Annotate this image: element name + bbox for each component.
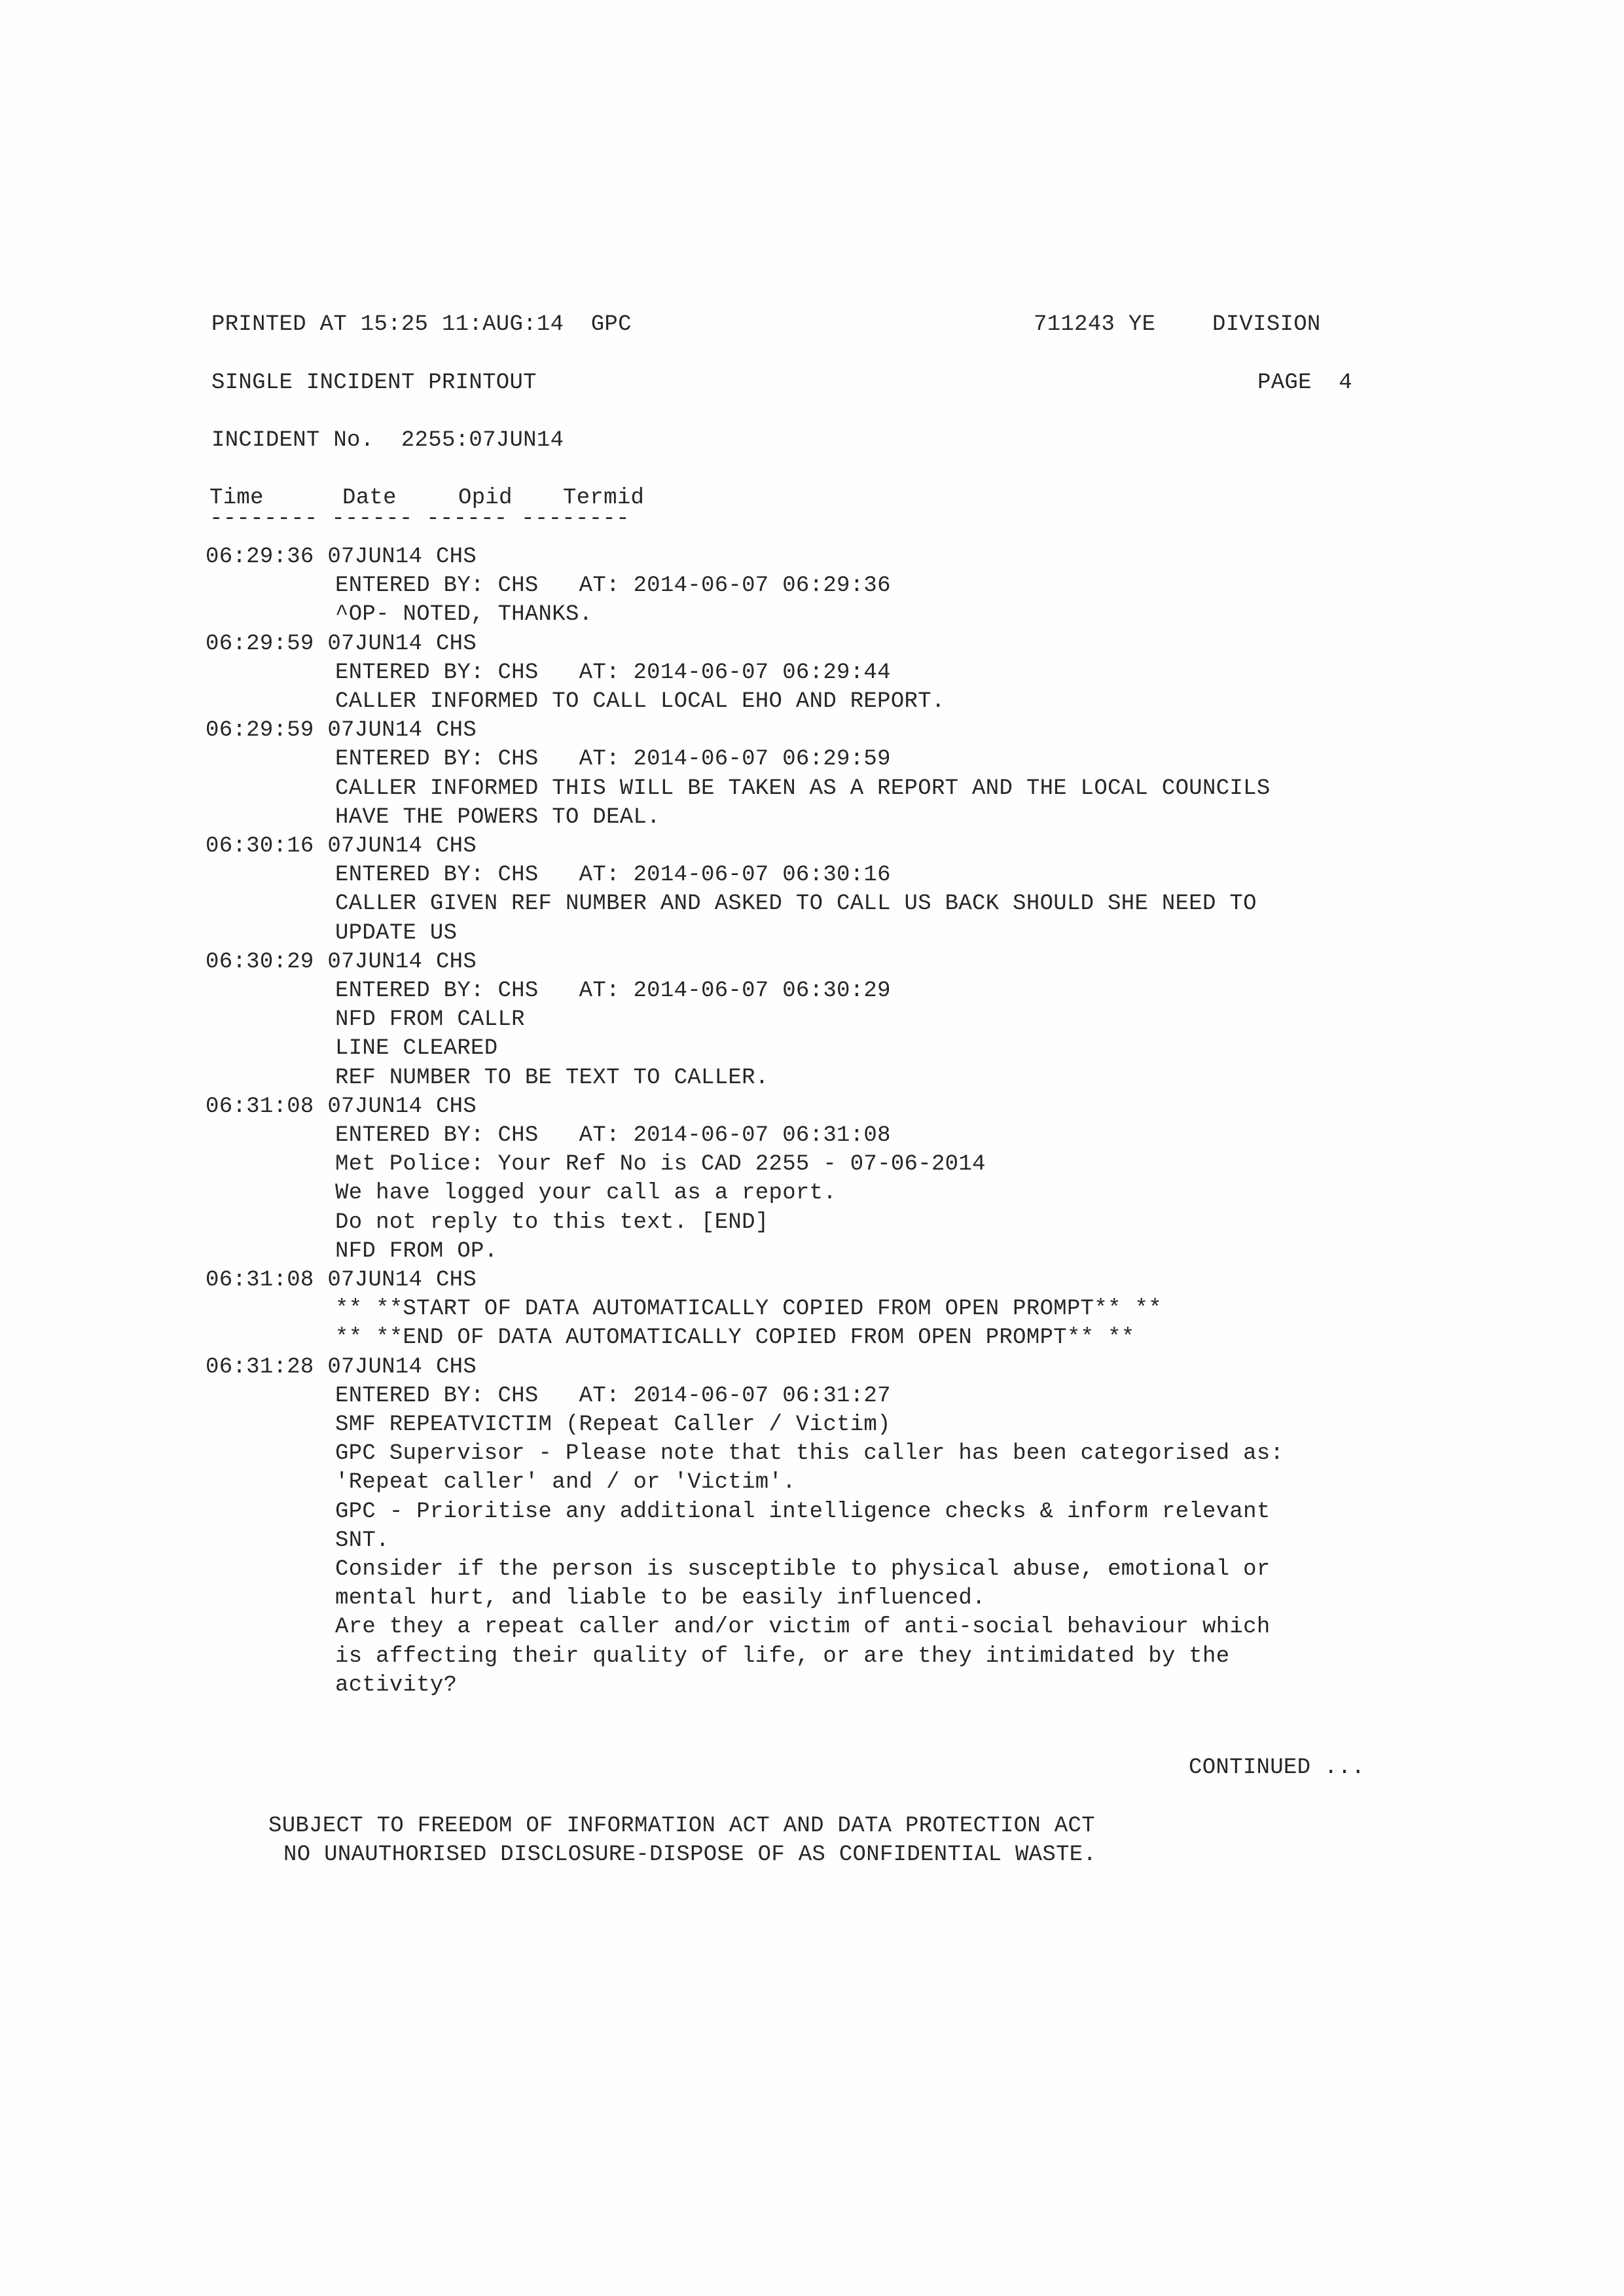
entry-timestamp: 06:29:59 07JUN14 CHS — [206, 632, 477, 656]
entry-text-line: Are they a repeat caller and/or victim of anti-social behaviour which — [335, 1615, 1271, 1640]
entry-text-line: 'Repeat caller' and / or 'Victim'. — [335, 1470, 796, 1495]
entry-text-line: LINE CLEARED — [335, 1036, 498, 1061]
entry-text-line: SNT. — [335, 1528, 389, 1553]
continued-marker: CONTINUED ... — [1189, 1755, 1365, 1780]
footer-notice-line-1: SUBJECT TO FREEDOM OF INFORMATION ACT AND DATA PROTECTION ACT — [268, 1814, 1095, 1839]
entry-text-line: REF NUMBER TO BE TEXT TO CALLER. — [335, 1066, 769, 1090]
entry-text-line: GPC Supervisor - Please note that this caller has been categorised as: — [335, 1441, 1284, 1466]
entry-text-line: CALLER INFORMED TO CALL LOCAL EHO AND REPORT. — [335, 689, 945, 714]
entry-text-line: Met Police: Your Ref No is CAD 2255 - 07-06-2014 — [335, 1152, 986, 1177]
column-header-underline: -------- ------ ------ -------- — [209, 507, 630, 531]
column-header-date: Date — [342, 486, 397, 511]
division-label: DIVISION — [1212, 312, 1321, 337]
entry-text-line: CALLER INFORMED THIS WILL BE TAKEN AS A REPORT AND THE LOCAL COUNCILS — [335, 776, 1271, 801]
entry-timestamp: 06:30:16 07JUN14 CHS — [206, 834, 477, 859]
entry-text-line: Do not reply to this text. [END] — [335, 1210, 769, 1235]
entry-text-line: ENTERED BY: CHS AT: 2014-06-07 06:30:29 — [335, 978, 891, 1003]
entry-text-line: Consider if the person is susceptible to physical abuse, emotional or — [335, 1557, 1271, 1582]
entry-text-line: ENTERED BY: CHS AT: 2014-06-07 06:29:44 — [335, 660, 891, 685]
entry-text-line: ** **START OF DATA AUTOMATICALLY COPIED FROM OPEN PROMPT** ** — [335, 1297, 1162, 1321]
column-header-termid: Termid — [563, 486, 645, 511]
page-number: PAGE 4 — [1257, 370, 1352, 395]
entry-timestamp: 06:31:08 07JUN14 CHS — [206, 1094, 477, 1119]
entry-timestamp: 06:30:29 07JUN14 CHS — [206, 950, 477, 975]
column-header-opid: Opid — [458, 486, 513, 511]
printed-at: PRINTED AT 15:25 11:AUG:14 GPC — [211, 312, 632, 337]
entry-text-line: CALLER GIVEN REF NUMBER AND ASKED TO CALL US BACK SHOULD SHE NEED TO — [335, 891, 1257, 916]
reference-code: 711243 YE — [1034, 312, 1156, 337]
entry-timestamp: 06:29:36 07JUN14 CHS — [206, 545, 477, 569]
entry-text-line: ^OP- NOTED, THANKS. — [335, 602, 593, 627]
entry-text-line: ENTERED BY: CHS AT: 2014-06-07 06:29:36 — [335, 573, 891, 598]
entry-timestamp: 06:31:28 07JUN14 CHS — [206, 1355, 477, 1380]
entry-timestamp: 06:31:08 07JUN14 CHS — [206, 1268, 477, 1293]
incident-number: INCIDENT No. 2255:07JUN14 — [211, 428, 564, 453]
entry-timestamp: 06:29:59 07JUN14 CHS — [206, 718, 477, 743]
entry-text-line: is affecting their quality of life, or are they intimidated by the — [335, 1644, 1230, 1669]
entry-text-line: We have logged your call as a report. — [335, 1181, 837, 1206]
entry-text-line: ENTERED BY: CHS AT: 2014-06-07 06:30:16 — [335, 863, 891, 888]
entry-text-line: NFD FROM CALLR — [335, 1007, 525, 1032]
entry-text-line: HAVE THE POWERS TO DEAL. — [335, 805, 660, 830]
entry-text-line: activity? — [335, 1673, 458, 1698]
entry-text-line: mental hurt, and liable to be easily influenced. — [335, 1586, 986, 1611]
entry-text-line: NFD FROM OP. — [335, 1239, 498, 1264]
entry-text-line: ENTERED BY: CHS AT: 2014-06-07 06:31:27 — [335, 1384, 891, 1408]
entry-text-line: ENTERED BY: CHS AT: 2014-06-07 06:29:59 — [335, 747, 891, 772]
entry-text-line: SMF REPEATVICTIM (Repeat Caller / Victim) — [335, 1412, 891, 1437]
entry-text-line: GPC - Prioritise any additional intelligence checks & inform relevant — [335, 1499, 1271, 1524]
entry-text-line: UPDATE US — [335, 921, 458, 946]
column-header-time: Time — [209, 486, 264, 511]
entry-text-line: ENTERED BY: CHS AT: 2014-06-07 06:31:08 — [335, 1123, 891, 1148]
entry-text-line: ** **END OF DATA AUTOMATICALLY COPIED FROM OPEN PROMPT** ** — [335, 1325, 1135, 1350]
document-title: SINGLE INCIDENT PRINTOUT — [211, 370, 537, 395]
footer-notice-line-2: NO UNAUTHORISED DISCLOSURE-DISPOSE OF AS CONFIDENTIAL WASTE. — [283, 1842, 1097, 1867]
